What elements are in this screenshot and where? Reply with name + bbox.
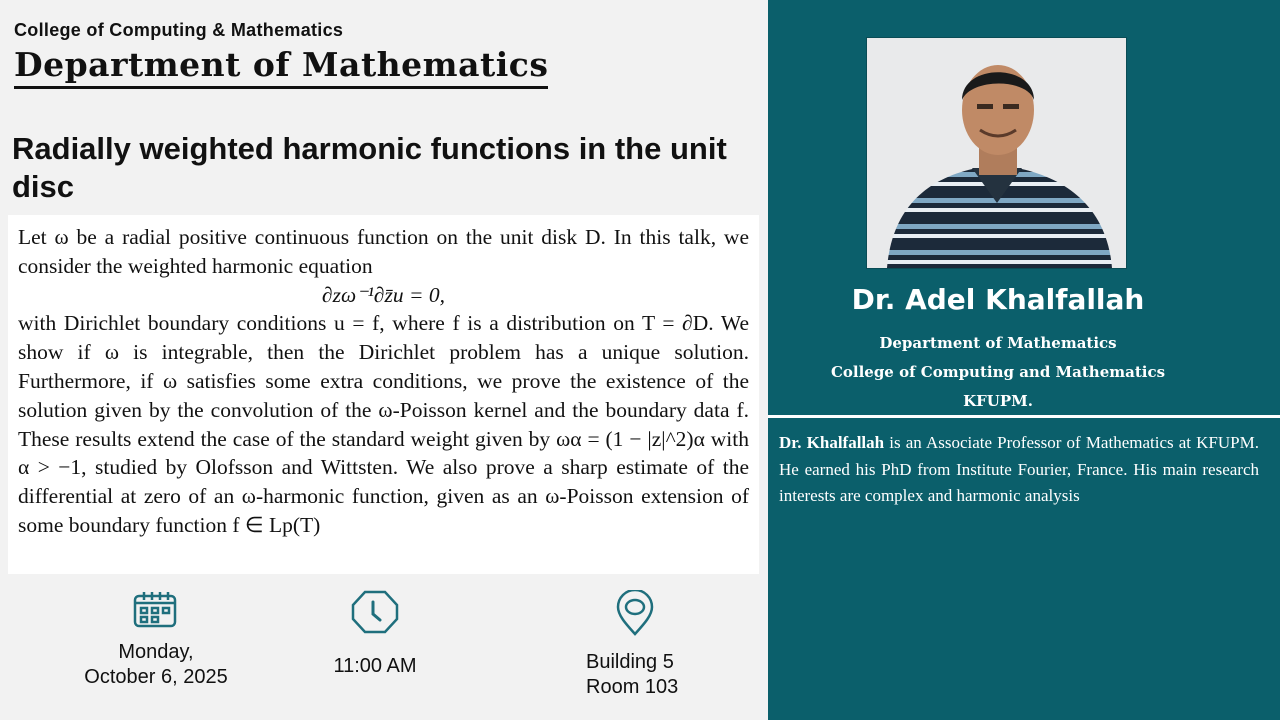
- abstract-equation: ∂zω⁻¹∂z̄u = 0,: [321, 282, 446, 307]
- location-pin-icon: [560, 590, 710, 636]
- speaker-name: Dr. Adel Khalfallah: [851, 283, 1145, 316]
- event-date: [60, 590, 252, 690]
- speaker-department: Department of Mathematics: [879, 334, 1117, 352]
- talk-title: Radially weighted harmonic functions in the unit disc: [12, 131, 727, 204]
- abstract-paragraph-1: Let ω be a radial positive continuous function on the unit disk D. In this talk, we consider the weighted harmonic equation: [18, 225, 749, 278]
- date-weekday: Monday,: [118, 641, 194, 663]
- panel-divider: [768, 415, 1280, 418]
- department-title: Department of Mathematics: [14, 45, 548, 89]
- speaker-photo: [866, 37, 1127, 269]
- abstract-paragraph-2: with Dirichlet boundary conditions u = f, where f is a distribution on T = ∂D. We show if ω is integrable, then the Dirichlet problem has a unique solution. Furthermore, if ω satisfies some extra conditions, we prove the existence of the solution given by the convolution of the ω-Poisson kernel and the boundary data f. These results extend the case of the standard weight given by ωα = (1 − |z|^2)α with α > −1, studied by Olofsson and Wittsten. We also prove a sharp estimate of the differential at zero of an ω-harmonic function, given as an ω-Poisson extension of some boundary function f ∈ Lp(T): [18, 311, 749, 537]
- speaker-bio: [779, 430, 1259, 510]
- building-text: Building 5: [586, 651, 674, 673]
- speaker-university: KFUPM.: [963, 392, 1033, 410]
- calendar-icon: [60, 590, 252, 630]
- room-text: Room 103: [586, 676, 679, 698]
- date-full: October 6, 2025: [84, 666, 228, 688]
- time-text: 11:00 AM: [333, 655, 417, 677]
- speaker-panel: [768, 0, 1280, 720]
- clock-icon: [300, 590, 450, 634]
- bio-speaker-name: Dr. Khalfallah: [779, 433, 885, 452]
- event-time: [300, 590, 450, 679]
- abstract-box: [8, 215, 759, 574]
- college-name: College of Computing & Mathematics: [14, 20, 344, 40]
- event-location: [560, 590, 710, 700]
- bio-text: is an Associate Professor of Mathematics at KFUPM. He earned his PhD from Institute Fourier, France. His main research interests are complex and harmonic analysis: [779, 433, 1259, 505]
- speaker-college: College of Computing and Mathematics: [830, 363, 1166, 381]
